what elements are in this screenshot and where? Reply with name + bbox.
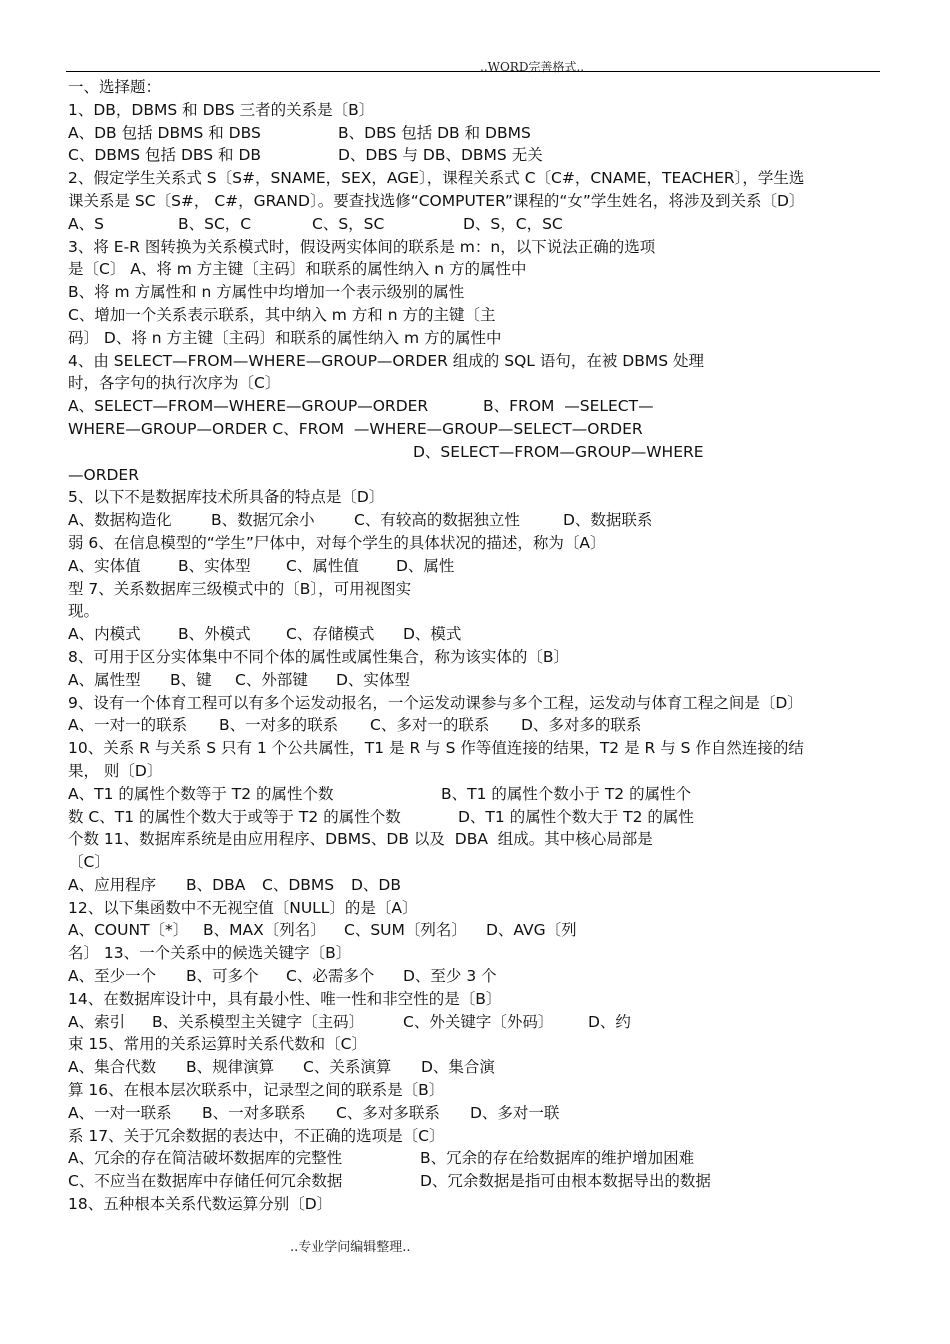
text-segment: B、DBS 包括 DB 和 DBMS — [338, 123, 531, 142]
text-segment: 码〕 D、将 n 方主键〔主码〕和联系的属性纳入 m 方的属性中 — [68, 328, 502, 347]
text-segment: C、DBMS — [262, 875, 335, 894]
text-segment: D、冗余数据是指可由根本数据导出的数据 — [420, 1172, 711, 1191]
text-segment: B、可多个 — [186, 967, 259, 986]
text-segment: A、集合代数 — [68, 1058, 157, 1077]
text-segment: 1、DB，DBMS 和 DBS 三者的关系是〔B〕 — [68, 100, 375, 119]
text-segment: 12、以下集函数中不无视空值〔NULL〕的是〔A〕 — [68, 898, 418, 917]
text-segment: A、索引 — [68, 1012, 126, 1031]
text-segment: A、T1 的属性个数等于 T2 的属性个数 — [68, 784, 334, 803]
text-segment: A、至少一个 — [68, 967, 157, 986]
text-segment: B、数据冗余小 — [211, 511, 315, 530]
text-segment: C、外部键 — [235, 670, 308, 689]
text-line — [68, 190, 888, 213]
text-line — [68, 874, 888, 897]
page-header: ..WORD完善格式.. — [480, 60, 585, 74]
text-segment: B、SC，C — [178, 214, 252, 233]
text-line — [68, 532, 888, 555]
text-segment: 名〕 13、一个关系中的候选关键字〔B〕 — [68, 944, 352, 963]
text-line — [68, 372, 888, 395]
text-segment: D、DBS 与 DB、DBMS 无关 — [338, 146, 543, 165]
text-line — [68, 418, 888, 441]
text-line — [68, 281, 888, 304]
text-line — [68, 555, 888, 578]
text-segment: C、多对一的联系 — [370, 716, 490, 735]
text-segment: 数 C、T1 的属性个数大于或等于 T2 的属性个数 — [68, 807, 401, 826]
text-segment: B、关系模型主关键字〔主码〕 — [152, 1012, 365, 1031]
text-line — [68, 99, 888, 122]
text-segment: A、属性型 — [68, 670, 141, 689]
text-segment: B、规律演算 — [186, 1058, 275, 1077]
text-segment: D、集合演 — [421, 1058, 495, 1077]
text-line — [68, 395, 888, 418]
text-line — [68, 1125, 888, 1148]
text-segment: D、数据联系 — [563, 511, 653, 530]
text-segment: D、模式 — [403, 625, 462, 644]
text-line — [68, 1056, 888, 1079]
text-segment: B、一对多联系 — [202, 1103, 306, 1122]
text-segment: D、至少 3 个 — [403, 967, 497, 986]
text-line — [68, 258, 888, 281]
text-line — [68, 623, 888, 646]
text-line — [68, 806, 888, 829]
text-segment: D、SELECT—FROM—GROUP—WHERE — [413, 442, 704, 461]
text-line — [68, 760, 888, 783]
text-segment: B、冗余的存在给数据库的维护增加困难 — [420, 1149, 695, 1168]
text-segment: C、DBMS 包括 DBS 和 DB — [68, 146, 262, 165]
text-segment: B、实体型 — [178, 556, 251, 575]
text-line — [68, 897, 888, 920]
text-line — [68, 783, 888, 806]
text-segment: 果， 则〔D〕 — [68, 761, 163, 780]
text-segment: C、不应当在数据库中存储任何冗余数据 — [68, 1172, 343, 1191]
text-segment: C、多对多联系 — [336, 1103, 440, 1122]
text-segment: A、数据构造化 — [68, 511, 172, 530]
document-body — [68, 76, 888, 1216]
text-segment: 18、五种根本关系代数运算分别〔D〕 — [68, 1195, 333, 1214]
text-segment: 一、选择题： — [68, 78, 162, 96]
text-line — [68, 441, 888, 464]
text-segment: 课关系是 SC〔S#， C#，GRAND〕。要查找选修“COMPUTER”课程的“女”学生姓名，将涉及到关系〔D〕 — [68, 191, 805, 210]
text-line — [68, 851, 888, 874]
text-segment: 14、在数据库设计中，具有最小性、唯一性和非空性的是〔B〕 — [68, 989, 502, 1008]
text-segment: 弱 6、在信息模型的“学生”尸体中，对每个学生的具体状况的描述，称为〔A〕 — [68, 533, 606, 552]
text-segment: A、一对一联系 — [68, 1103, 172, 1122]
text-segment: C、SUM〔列名〕 — [344, 921, 467, 940]
text-line — [68, 486, 888, 509]
text-line — [68, 167, 888, 190]
text-segment: A、实体值 — [68, 556, 141, 575]
text-segment: 个数 11、数据库系统是由应用程序、DBMS、DB 以及 DBA 组成。其中核心局部是 — [68, 830, 653, 849]
text-line — [68, 828, 888, 851]
text-segment: C、有较高的数据独立性 — [354, 511, 520, 530]
text-line — [68, 692, 888, 715]
text-segment: 型 7、关系数据库三级模式中的〔B〕，可用视图实 — [68, 579, 412, 598]
text-segment: 4、由 SELECT—FROM—WHERE—GROUP—ORDER 组成的 SQL 语句，在被 DBMS 处理 — [68, 351, 704, 370]
text-segment: B、键 — [170, 670, 212, 689]
text-line — [68, 1079, 888, 1102]
text-segment: 9、设有一个体育工程可以有多个运发动报名，一个运发动课参与多个工程，运发动与体育工程之间是〔D〕 — [68, 693, 803, 712]
text-segment: B、MAX〔列名〕 — [203, 921, 326, 940]
text-segment: WHERE—GROUP—ORDER C、FROM —WHERE—GROUP—SELECT—ORDER — [68, 419, 643, 438]
text-line — [68, 714, 888, 737]
text-segment: C、存储模式 — [286, 625, 375, 644]
text-segment: B、将 m 方属性和 n 方属性中均增加一个表示级别的属性 — [68, 283, 465, 302]
text-line — [68, 965, 888, 988]
text-segment: C、S，SC — [312, 214, 385, 233]
text-line — [68, 144, 888, 167]
text-line — [68, 327, 888, 350]
text-line — [68, 76, 888, 99]
text-segment: 8、可用于区分实体集中不同个体的属性或属性集合，称为该实体的〔B〕 — [68, 647, 569, 666]
text-segment: 束 15、常用的关系运算时关系代数和〔C〕 — [68, 1035, 367, 1054]
text-line — [68, 1011, 888, 1034]
text-segment: 5、以下不是数据库技术所具备的特点是〔D〕 — [68, 488, 385, 507]
text-segment: A、应用程序 — [68, 875, 157, 894]
text-segment: C、外关键字〔外码〕 — [403, 1012, 554, 1031]
text-segment: 是〔C〕 A、将 m 方主键〔主码〕和联系的属性纳入 n 方的属性中 — [68, 260, 527, 279]
header-rule — [66, 71, 880, 72]
text-segment: 3、将 E-R 图转换为关系模式时，假设两实体间的联系是 m：n，以下说法正确的选项 — [68, 237, 656, 256]
text-line — [68, 1033, 888, 1056]
text-line — [68, 1193, 888, 1216]
text-line — [68, 600, 888, 623]
text-segment: B、FROM —SELECT— — [483, 397, 654, 416]
text-line — [68, 464, 888, 487]
text-line — [68, 942, 888, 965]
text-segment: C、关系演算 — [303, 1058, 392, 1077]
text-line — [68, 669, 888, 692]
text-line — [68, 578, 888, 601]
text-segment: D、T1 的属性个数大于 T2 的属性 — [458, 807, 694, 826]
text-segment: D、实体型 — [336, 670, 410, 689]
text-line — [68, 1102, 888, 1125]
text-line — [68, 122, 888, 145]
text-segment: 算 16、在根本层次联系中，记录型之间的联系是〔B〕 — [68, 1081, 445, 1100]
text-line — [68, 304, 888, 327]
text-segment: A、一对一的联系 — [68, 716, 188, 735]
text-segment: B、DBA — [186, 875, 246, 894]
text-segment: D、多对多的联系 — [521, 716, 642, 735]
text-segment: 系 17、关于冗余数据的表达中，不正确的选项是〔C〕 — [68, 1126, 445, 1145]
text-segment: 时，各字句的执行次序为〔C〕 — [68, 374, 281, 393]
text-segment: C、属性值 — [286, 556, 359, 575]
text-line — [68, 236, 888, 259]
text-segment: A、DB 包括 DBMS 和 DBS — [68, 123, 261, 142]
text-segment: D、属性 — [396, 556, 455, 575]
text-segment: B、外模式 — [178, 625, 251, 644]
text-segment: D、约 — [588, 1012, 631, 1031]
text-segment: 现。 — [68, 602, 100, 621]
text-segment: C、增加一个关系表示联系，其中纳入 m 方和 n 方的主键〔主 — [68, 305, 496, 324]
text-segment: B、一对多的联系 — [219, 716, 339, 735]
text-segment: A、S — [68, 214, 104, 233]
text-line — [68, 737, 888, 760]
text-segment: B、T1 的属性个数小于 T2 的属性个 — [441, 784, 692, 803]
text-line — [68, 988, 888, 1011]
text-segment: A、冗余的存在简洁破坏数据库的完整性 — [68, 1149, 343, 1168]
text-segment: D、多对一联 — [470, 1103, 560, 1122]
text-line — [68, 509, 888, 532]
text-segment: 10、关系 R 与关系 S 只有 1 个公共属性，T1 是 R 与 S 作等值连接的结果，T2 是 R 与 S 作自然连接的结 — [68, 739, 804, 758]
text-segment: 〔C〕 — [68, 853, 110, 872]
text-segment: A、内模式 — [68, 625, 141, 644]
text-segment: D、AVG〔列 — [486, 921, 577, 940]
page-footer: ..专业学问编辑整理.. — [290, 1240, 411, 1255]
text-line — [68, 213, 888, 236]
text-segment: D、S，C，SC — [463, 214, 563, 233]
text-segment: —ORDER — [68, 465, 139, 484]
text-line — [68, 1170, 888, 1193]
text-segment: D、DB — [351, 875, 402, 894]
text-line — [68, 1147, 888, 1170]
text-segment: A、SELECT—FROM—WHERE—GROUP—ORDER — [68, 397, 429, 416]
text-segment: 2、假定学生关系式 S〔S#，SNAME，SEX，AGE〕，课程关系式 C〔C#，CNAME，TEACHER〕，学生选 — [68, 169, 805, 188]
text-line — [68, 919, 888, 942]
text-line — [68, 350, 888, 373]
text-segment: C、必需多个 — [286, 967, 375, 986]
text-line — [68, 646, 888, 669]
text-segment: A、COUNT〔*〕 — [68, 921, 189, 940]
